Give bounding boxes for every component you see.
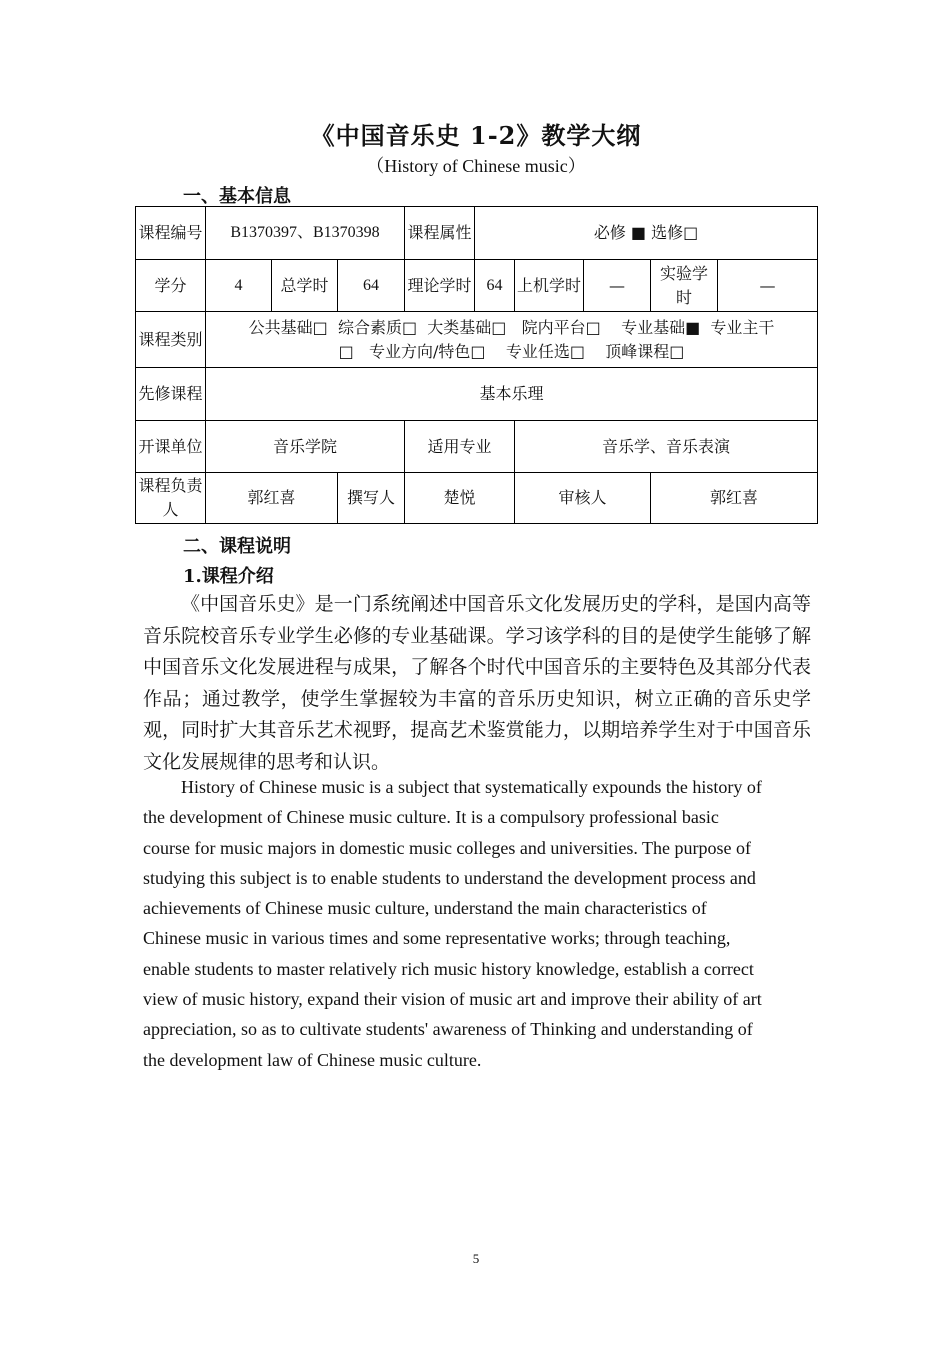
course-code-value: B1370397、B1370398 [206, 207, 405, 260]
prerequisite-value: 基本乐理 [206, 368, 818, 421]
course-category-value [206, 312, 818, 368]
theory-hours-label: 理论学时 [405, 260, 475, 312]
total-hours-value: 64 [338, 260, 405, 312]
offering-unit-value: 音乐学院 [206, 421, 405, 473]
course-attr-label: 课程属性 [405, 207, 475, 260]
course-attr-value: 必修 ■ 选修□ [475, 207, 818, 260]
category-line-2: □ 专业方向/特色□ 专业任选□ 顶峰课程□ [338, 341, 685, 361]
english-line: achievements of Chinese music culture, understand the main characteristics of [143, 898, 707, 919]
prerequisite-label: 先修课程 [136, 368, 206, 421]
subsection-heading-course-intro: 1.课程介绍 [183, 566, 274, 587]
applicable-major-label: 适用专业 [405, 421, 515, 473]
category-line-1: 公共基础□ 综合素质□ 大类基础□ 院内平台□ 专业基础■ 专业主干 [248, 317, 775, 337]
course-info-table [135, 206, 818, 524]
english-line: appreciation, so as to cultivate students' awareness of Thinking and understanding of [143, 1019, 753, 1040]
reviewer-value: 郭红喜 [651, 473, 818, 524]
course-code-label: 课程编号 [136, 207, 206, 260]
page-number: 5 [472, 1251, 480, 1266]
section-heading-basic-info: 一、基本信息 [183, 186, 291, 207]
lab-hours-value: — [718, 260, 818, 312]
english-line: course for music majors in domestic music colleges and universities. The purpose of [143, 837, 752, 858]
computer-hours-label: 上机学时 [515, 260, 584, 312]
course-intro-english [143, 772, 811, 1075]
applicable-major-value: 音乐学、音乐表演 [515, 421, 818, 473]
english-line: the development law of Chinese music culture. [143, 1049, 482, 1070]
table-row [136, 421, 818, 473]
table-row [136, 207, 818, 260]
reviewer-label: 审核人 [515, 473, 651, 524]
table-row [136, 368, 818, 421]
document-title: 《中国音乐史 1-2》教学大纲 [310, 121, 642, 150]
table-row [136, 260, 818, 312]
writer-value: 楚悦 [405, 473, 515, 524]
english-line: view of music history, expand their vision of music art and improve their ability of art [143, 989, 762, 1010]
section-heading-course-description: 二、课程说明 [183, 536, 291, 557]
total-hours-label: 总学时 [272, 260, 338, 312]
computer-hours-value: — [584, 260, 651, 312]
offering-unit-label: 开课单位 [136, 421, 206, 473]
course-intro-chinese: 《中国音乐史》是一门系统阐述中国音乐文化发展历史的学科，是国内高等音乐院校音乐专业学生必修的专业基础课。学习该学科的目的是使学生能够了解中国音乐文化发展进程与成果，了解各个时代中国音乐的主要特色及其部分代表作品；通过教学，使学生掌握较为丰富的音乐历史知识，树立正确的音乐史学观，同时扩大其音乐艺术视野，提高艺术鉴赏能力，以期培养学生对于中国音乐文化发展规律的思考和认识。 [143, 593, 811, 773]
credit-value: 4 [206, 260, 272, 312]
english-line: History of Chinese music is a subject that systematically expounds the history of [181, 777, 762, 797]
theory-hours-value: 64 [475, 260, 515, 312]
writer-label: 撰写人 [338, 473, 405, 524]
course-owner-value: 郭红喜 [206, 473, 338, 524]
english-line: enable students to master relatively rich music history knowledge, establish a correct [143, 958, 754, 979]
credit-label: 学分 [136, 260, 206, 312]
table-row [136, 473, 818, 524]
course-owner-label: 课程负责人 [136, 473, 206, 524]
english-line: the development of Chinese music culture. It is a compulsory professional basic [143, 807, 719, 828]
table-row [136, 312, 818, 368]
english-line: studying this subject is to enable students to understand the development process and [143, 867, 756, 888]
course-category-label: 课程类别 [136, 312, 206, 368]
document-subtitle: （History of Chinese music） [366, 156, 586, 176]
lab-hours-label: 实验学时 [651, 260, 718, 312]
english-line: Chinese music in various times and some representative works; through teaching, [143, 928, 731, 949]
